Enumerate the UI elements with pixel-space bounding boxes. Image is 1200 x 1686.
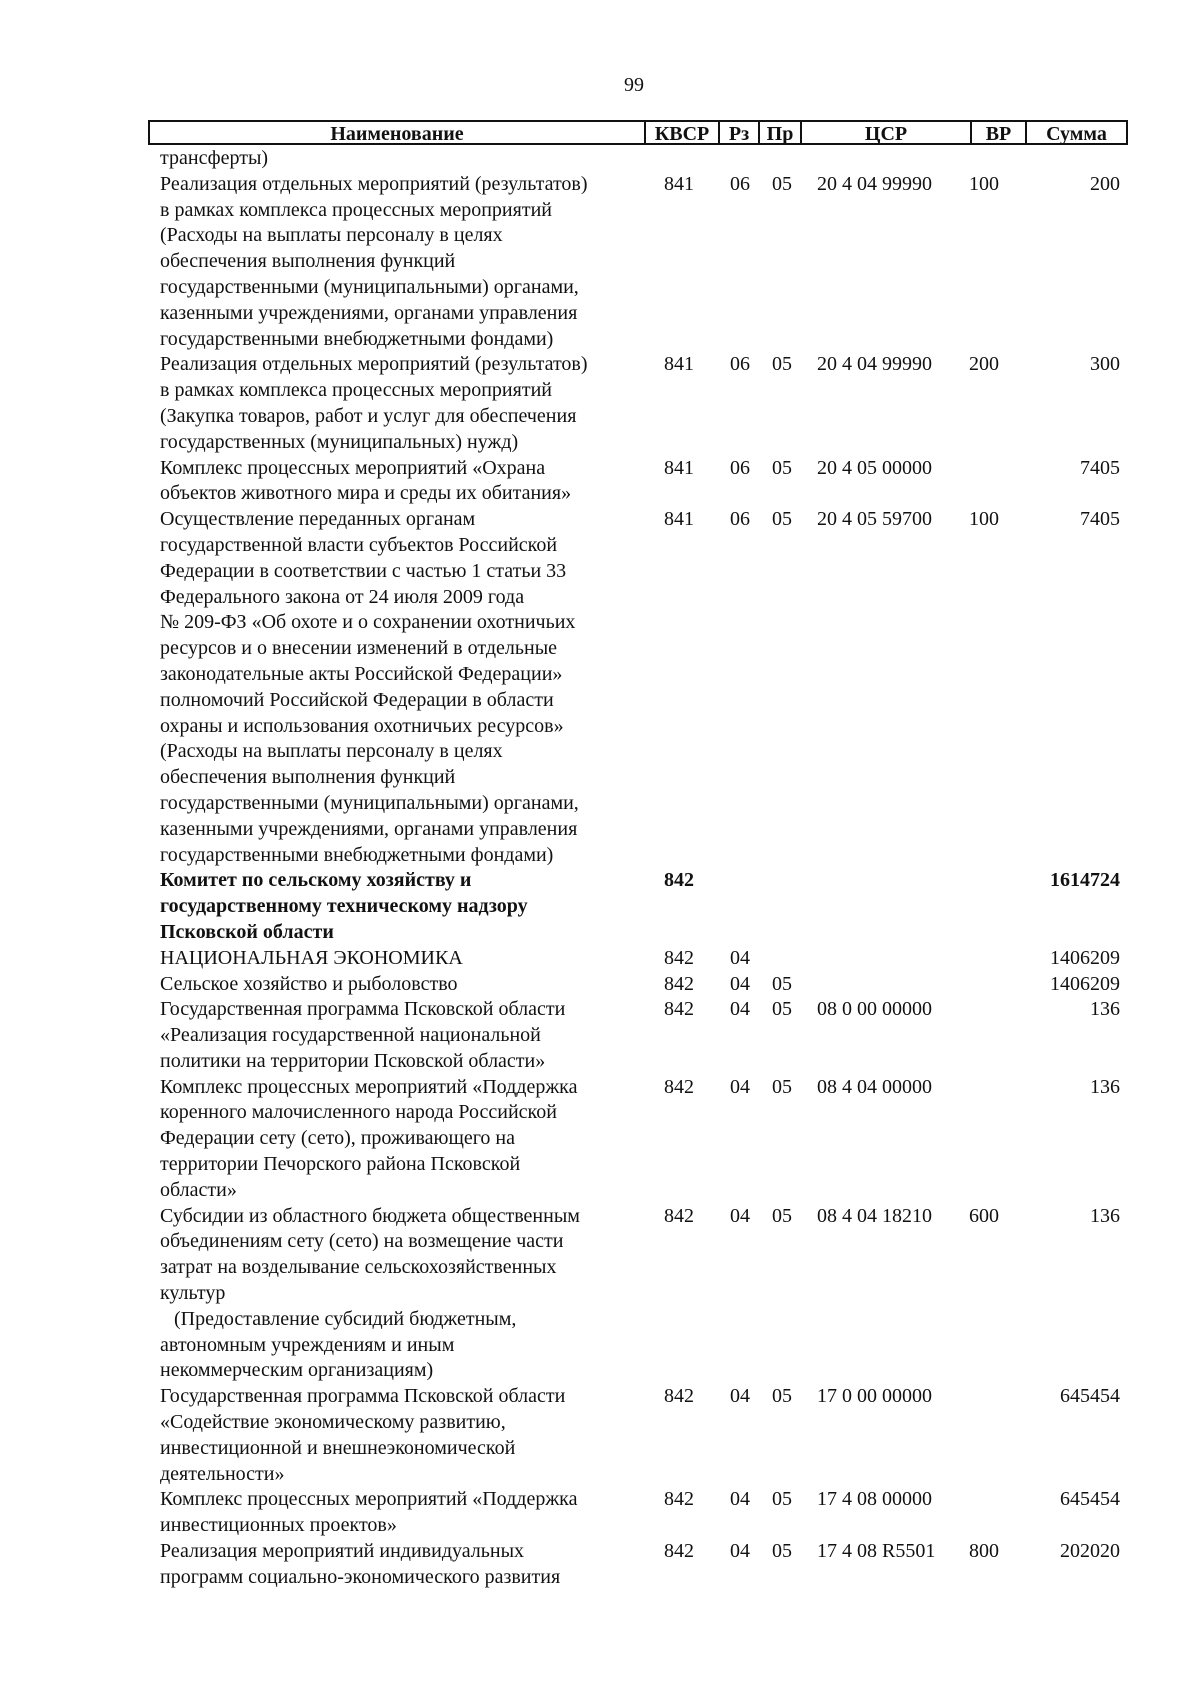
row-name-line: № 209-ФЗ «Об охоте и о сохранении охотничьих bbox=[160, 611, 576, 634]
row-name-line: государственному техническому надзору bbox=[160, 895, 528, 918]
row-kvsr: 842 bbox=[664, 1385, 694, 1408]
row-name-line: законодательные акты Российской Федерации» bbox=[160, 662, 563, 685]
row-name-line: деятельности» bbox=[160, 1462, 285, 1485]
table-row bbox=[160, 1075, 1120, 1204]
row-name-line: Реализация мероприятий индивидуальных bbox=[160, 1540, 525, 1563]
row-vr: 200 bbox=[969, 353, 999, 376]
row-csr: 17 0 00 00000 bbox=[817, 1385, 932, 1408]
table-row bbox=[160, 1384, 1120, 1487]
row-name-line: Субсидии из областного бюджета общественным bbox=[160, 1204, 580, 1227]
table-row bbox=[160, 1204, 1120, 1385]
row-name-line: Псковской области bbox=[160, 920, 334, 943]
row-csr: 20 4 05 59700 bbox=[817, 508, 932, 531]
table-row bbox=[160, 997, 1120, 1074]
row-rz: 06 bbox=[730, 353, 750, 376]
table-row bbox=[160, 146, 1120, 172]
row-name-line: «Реализация государственной национальной bbox=[160, 1024, 541, 1047]
row-pr: 05 bbox=[772, 1488, 792, 1511]
row-rz: 04 bbox=[730, 946, 750, 969]
row-name-line: инвестиционной и внешнеэкономической bbox=[160, 1436, 516, 1459]
row-name-line: в рамках комплекса процессных мероприятий bbox=[160, 198, 552, 221]
row-name-line: территории Печорского района Псковской bbox=[160, 1153, 521, 1176]
row-csr: 20 4 04 99990 bbox=[817, 353, 932, 376]
row-name-line: некоммерческим организациям) bbox=[160, 1359, 434, 1382]
row-sum: 1614724 bbox=[1050, 869, 1120, 892]
row-kvsr: 842 bbox=[664, 1540, 694, 1563]
header-name: Наименование bbox=[150, 122, 646, 143]
row-name bbox=[160, 456, 630, 508]
row-name-line: затрат на возделывание сельскохозяйственных bbox=[160, 1256, 557, 1279]
row-sum: 200 bbox=[1090, 172, 1120, 195]
row-name bbox=[160, 1539, 630, 1591]
row-name bbox=[160, 946, 630, 972]
row-name-line: Комитет по сельскому хозяйству и bbox=[160, 869, 472, 892]
row-name bbox=[160, 507, 630, 868]
row-name bbox=[160, 1204, 630, 1385]
row-name-line: государственными внебюджетными фондами) bbox=[160, 843, 554, 866]
table-row bbox=[160, 172, 1120, 353]
table-row bbox=[160, 1487, 1120, 1539]
row-kvsr: 842 bbox=[664, 1204, 694, 1227]
row-pr: 05 bbox=[772, 1385, 792, 1408]
row-name-line: Сельское хозяйство и рыболовство bbox=[160, 972, 458, 995]
row-name-line: культур bbox=[160, 1282, 226, 1305]
row-name-line: обеспечения выполнения функций bbox=[160, 250, 456, 273]
header-pr: Пр bbox=[760, 122, 802, 143]
row-name bbox=[160, 1075, 630, 1204]
row-name-line: ресурсов и о внесении изменений в отдельные bbox=[160, 637, 558, 660]
row-name-line: трансферты) bbox=[160, 147, 269, 169]
row-sum: 136 bbox=[1090, 1075, 1120, 1098]
row-name-line: в рамках комплекса процессных мероприятий bbox=[160, 379, 552, 402]
row-name-line: программ социально-экономического развития bbox=[160, 1565, 561, 1588]
row-kvsr: 842 bbox=[664, 998, 694, 1021]
row-name bbox=[160, 1487, 630, 1539]
row-pr: 05 bbox=[772, 1075, 792, 1098]
row-kvsr: 841 bbox=[664, 353, 694, 376]
row-vr: 600 bbox=[969, 1204, 999, 1227]
header-kvsr: КВСР bbox=[646, 122, 720, 143]
table-row bbox=[160, 507, 1120, 868]
row-name-line: коренного малочисленного народа Российской bbox=[160, 1101, 557, 1124]
row-name-line: области» bbox=[160, 1178, 237, 1201]
row-sum: 645454 bbox=[1060, 1385, 1120, 1408]
row-sum: 1406209 bbox=[1050, 972, 1120, 995]
row-kvsr: 842 bbox=[664, 972, 694, 995]
row-name-line: инвестиционных проектов» bbox=[160, 1514, 397, 1537]
row-name-line: обеспечения выполнения функций bbox=[160, 766, 456, 789]
table-row bbox=[160, 972, 1120, 998]
row-sum: 136 bbox=[1090, 1204, 1120, 1227]
row-csr: 17 4 08 R5501 bbox=[817, 1540, 936, 1563]
row-csr: 08 4 04 00000 bbox=[817, 1075, 932, 1098]
row-name-line: (Закупка товаров, работ и услуг для обеспечения bbox=[160, 404, 577, 427]
header-sum: Сумма bbox=[1046, 123, 1107, 145]
row-rz: 06 bbox=[730, 172, 750, 195]
row-kvsr: 841 bbox=[664, 456, 694, 479]
row-name bbox=[160, 172, 630, 353]
row-sum: 202020 bbox=[1060, 1540, 1120, 1563]
row-kvsr: 841 bbox=[664, 508, 694, 531]
row-name-line: казенными учреждениями, органами управления bbox=[160, 301, 578, 324]
row-rz: 06 bbox=[730, 508, 750, 531]
row-name bbox=[160, 972, 630, 998]
row-name bbox=[160, 868, 630, 945]
row-pr: 05 bbox=[772, 1540, 792, 1563]
row-pr: 05 bbox=[772, 508, 792, 531]
row-name bbox=[160, 997, 630, 1074]
row-name-line: (Расходы на выплаты персоналу в целях bbox=[160, 224, 503, 247]
row-rz: 04 bbox=[730, 1075, 750, 1098]
row-name-line: охраны и использования охотничьих ресурсов» bbox=[160, 714, 564, 737]
row-kvsr: 842 bbox=[664, 1488, 694, 1511]
row-name-line: НАЦИОНАЛЬНАЯ ЭКОНОМИКА bbox=[160, 946, 463, 969]
row-rz: 04 bbox=[730, 972, 750, 995]
table-row bbox=[160, 868, 1120, 945]
row-pr: 05 bbox=[772, 998, 792, 1021]
row-name-line: государственной власти субъектов Российской bbox=[160, 533, 558, 556]
row-name-line: политики на территории Псковской области» bbox=[160, 1049, 546, 1072]
row-sum: 136 bbox=[1090, 998, 1120, 1021]
row-name-line: объектов животного мира и среды их обитания» bbox=[160, 482, 572, 505]
row-sum: 7405 bbox=[1080, 456, 1120, 479]
row-name-line: государственными (муниципальными) органами, bbox=[160, 791, 579, 814]
table-row bbox=[160, 1539, 1120, 1591]
row-kvsr: 842 bbox=[664, 869, 694, 892]
row-name-line: государственных (муниципальных) нужд) bbox=[160, 430, 519, 453]
row-kvsr: 842 bbox=[664, 946, 694, 969]
row-name-line: Комплекс процессных мероприятий «Поддержка bbox=[160, 1075, 578, 1098]
row-rz: 04 bbox=[730, 998, 750, 1021]
table-body bbox=[160, 146, 1120, 1591]
row-name-line: государственными внебюджетными фондами) bbox=[160, 327, 554, 350]
header-rz: Рз bbox=[720, 122, 760, 143]
row-sum: 7405 bbox=[1080, 508, 1120, 531]
row-rz: 04 bbox=[730, 1488, 750, 1511]
row-name-line: государственными (муниципальными) органами, bbox=[160, 275, 579, 298]
row-pr: 05 bbox=[772, 972, 792, 995]
header-vr: ВР bbox=[972, 122, 1027, 143]
row-pr: 05 bbox=[772, 172, 792, 195]
row-name-line: Федерации в соответствии с частью 1 статьи 33 bbox=[160, 559, 567, 582]
row-pr: 05 bbox=[772, 456, 792, 479]
row-name-line: Федерации сету (сето), проживающего на bbox=[160, 1127, 516, 1150]
row-pr: 05 bbox=[772, 1204, 792, 1227]
row-name-line: объединениям сету (сето) на возмещение части bbox=[160, 1230, 564, 1253]
row-kvsr: 841 bbox=[664, 172, 694, 195]
row-name-line: «Содействие экономическому развитию, bbox=[160, 1411, 506, 1434]
row-name-line: Государственная программа Псковской области bbox=[160, 998, 566, 1021]
row-csr: 08 0 00 00000 bbox=[817, 998, 932, 1021]
row-vr: 100 bbox=[969, 172, 999, 195]
row-name-line: автономным учреждениям и иным bbox=[160, 1333, 455, 1356]
table-row bbox=[160, 352, 1120, 455]
table-row bbox=[160, 946, 1120, 972]
row-name-line: Осуществление переданных органам bbox=[160, 508, 476, 531]
row-vr: 100 bbox=[969, 508, 999, 531]
row-name-line: полномочий Российской Федерации в области bbox=[160, 688, 554, 711]
table-header bbox=[148, 120, 1128, 145]
row-name-line: Комплекс процессных мероприятий «Охрана bbox=[160, 456, 546, 479]
row-name-line: Реализация отдельных мероприятий (результатов) bbox=[160, 172, 588, 195]
row-rz: 04 bbox=[730, 1204, 750, 1227]
row-name bbox=[160, 1384, 630, 1487]
row-sum: 1406209 bbox=[1050, 946, 1120, 969]
row-rz: 06 bbox=[730, 456, 750, 479]
row-name-line: Государственная программа Псковской области bbox=[160, 1385, 566, 1408]
row-name bbox=[160, 352, 630, 455]
table-row bbox=[160, 456, 1120, 508]
row-sum: 645454 bbox=[1060, 1488, 1120, 1511]
row-csr: 08 4 04 18210 bbox=[817, 1204, 932, 1227]
row-rz: 04 bbox=[730, 1540, 750, 1563]
row-kvsr: 842 bbox=[664, 1075, 694, 1098]
row-name bbox=[160, 146, 630, 172]
row-pr: 05 bbox=[772, 353, 792, 376]
row-csr: 17 4 08 00000 bbox=[817, 1488, 932, 1511]
row-name-line: казенными учреждениями, органами управления bbox=[160, 817, 578, 840]
row-name-line: Реализация отдельных мероприятий (результатов) bbox=[160, 353, 588, 376]
row-name-line: Комплекс процессных мероприятий «Поддержка bbox=[160, 1488, 578, 1511]
row-rz: 04 bbox=[730, 1385, 750, 1408]
row-sum: 300 bbox=[1090, 353, 1120, 376]
row-csr: 20 4 05 00000 bbox=[817, 456, 932, 479]
row-name-line: (Расходы на выплаты персоналу в целях bbox=[160, 740, 503, 763]
page-number: 99 bbox=[624, 74, 644, 96]
row-vr: 800 bbox=[969, 1540, 999, 1563]
row-name-line: Федерального закона от 24 июля 2009 года bbox=[160, 585, 525, 608]
row-csr: 20 4 04 99990 bbox=[817, 172, 932, 195]
header-csr: ЦСР bbox=[802, 122, 972, 143]
row-name-line: (Предоставление субсидий бюджетным, bbox=[174, 1307, 517, 1330]
